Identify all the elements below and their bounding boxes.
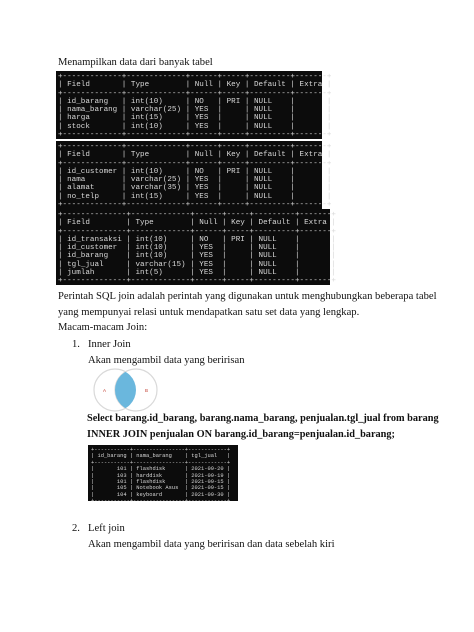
inner-join-result-table: [88, 445, 238, 505]
list-item-title-left-join: Left join: [88, 523, 125, 534]
terminal-line: | 104 | keyboard | 2021-09-30 |: [91, 491, 231, 498]
terminal-line: | stock | int(10) | YES | | NULL | |: [58, 122, 332, 131]
terminal-line: +-----------+----------------+------------+: [91, 459, 231, 466]
terminal-line: | id_customer | int(10) | NO | PRI | NULL | |: [58, 167, 332, 176]
terminal-line: +-------------+-------------+------+-----+---------+-------+: [58, 201, 332, 210]
sql-query-line-1: Select barang.id_barang, barang.nama_barang, penjualan.tgl_jual from barang: [87, 413, 439, 424]
terminal-line: | nama_barang | varchar(25) | YES | | NULL | |: [58, 106, 332, 115]
terminal-line: +--------------+-------------+------+-----+---------+-------+: [58, 211, 336, 219]
table-penjualan-structure: [56, 209, 336, 286]
terminal-line: | id_barang | nama_barang | tgl_jual |: [91, 453, 231, 460]
terminal-line: +-----------+----------------+------------+: [91, 498, 231, 505]
terminal-line: | tgl_jual | varchar(15) | YES | | NULL | |: [58, 260, 336, 269]
terminal-line: | id_barang | int(10) | NO | PRI | NULL | |: [58, 97, 332, 106]
left-join-description: Akan mengambil data yang beririsan dan data sebelah kiri: [88, 539, 335, 550]
list-item-title-inner-join: Inner Join: [88, 339, 131, 350]
terminal-line: +-----------+----------------+------------+: [91, 447, 231, 453]
terminal-line: | alamat | varchar(35) | YES | | NULL | |: [58, 184, 332, 193]
list-item-number-1: 1.: [72, 339, 80, 350]
terminal-line: | jumlah | int(5) | YES | | NULL | |: [58, 269, 336, 278]
terminal-line: | Field | Type | Null | Key | Default | Extra |: [58, 151, 332, 160]
list-item-number-2: 2.: [72, 523, 80, 534]
terminal-line: | id_transaksi | int(10) | NO | PRI | NULL | |: [58, 235, 336, 244]
terminal-line: | id_customer | int(10) | YES | | NULL | |: [58, 244, 336, 253]
sql-query-line-2: INNER JOIN penjualan ON barang.id_barang=penjualan.id_barang;: [87, 429, 395, 440]
terminal-line: | harga | int(15) | YES | | NULL | |: [58, 114, 332, 123]
terminal-line: | id_barang | int(10) | YES | | NULL | |: [58, 252, 336, 261]
terminal-line: +-------------+-------------+------+-----+---------+-------+: [58, 143, 332, 151]
terminal-line: +--------------+-------------+------+-----+---------+-------+: [58, 227, 336, 236]
inner-join-venn-diagram: [88, 364, 164, 416]
terminal-line: | 101 | flashdisk | 2021-09-20 |: [91, 466, 231, 473]
terminal-line: +-------------+-------------+------+-----+---------+-------+: [58, 73, 332, 81]
terminal-line: | Field | Type | Null | Key | Default | Extra |: [58, 219, 336, 228]
inner-join-description: Akan mengambil data yang beririsan: [88, 355, 245, 366]
venn-label-a: A: [103, 388, 107, 393]
terminal-line: +--------------+-------------+------+-----+---------+-------+: [58, 277, 336, 286]
table-barang-structure: [56, 71, 332, 140]
venn-label-b: B: [145, 388, 149, 393]
section-heading: Menampilkan data dari banyak tabel: [58, 57, 213, 68]
terminal-line: | 105 | Notebook Asus | 2021-09-15 |: [91, 485, 231, 492]
terminal-line: | 101 | flashdisk | 2021-09-15 |: [91, 479, 231, 486]
terminal-line: +-------------+-------------+------+-----+---------+-------+: [58, 159, 332, 168]
terminal-line: +-------------+-------------+------+-----+---------+-------+: [58, 131, 332, 140]
terminal-line: | nama | varchar(25) | YES | | NULL | |: [58, 176, 332, 185]
join-types-heading: Macam-macam Join:: [58, 322, 148, 333]
terminal-line: | 103 | harddisk | 2021-09-19 |: [91, 472, 231, 479]
terminal-line: +-------------+-------------+------+-----+---------+-------+: [58, 89, 332, 98]
terminal-line: | Field | Type | Null | Key | Default | Extra |: [58, 81, 332, 90]
paragraph-line-1: Perintah SQL join adalah perintah yang digunakan untuk menghubungkan beberapa tabel: [58, 291, 437, 302]
table-customer-structure: [56, 141, 332, 210]
paragraph-line-2: yang mempunyai relasi untuk mendapatkan satu set data yang lengkap.: [58, 307, 360, 318]
terminal-line: | no_telp | int(15) | YES | | NULL | |: [58, 192, 332, 201]
